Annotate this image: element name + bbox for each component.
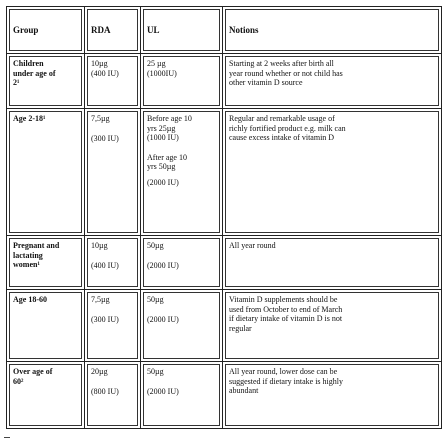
cell-ul: 50µg (2000 IU)	[141, 290, 223, 362]
cell-ul: 25 µg (1000IU)	[141, 54, 223, 109]
cell-group: Children under age of 2¹	[7, 54, 85, 109]
cell-ul: Before age 10 yrs 25µg (1000 IU) After age 10 yrs 50µg (2000 IU)	[141, 109, 223, 236]
header-notions: Notions	[223, 7, 442, 54]
cell-notes: All year round, lower dose can be suggested if dietary intake is highly abundant	[223, 362, 442, 429]
cell-group: Age 18-60	[7, 290, 85, 362]
page-edge-mark	[4, 437, 10, 438]
cell-ul: 50µg (2000 IU)	[141, 236, 223, 290]
header-group: Group	[7, 7, 85, 54]
cell-notes: All year round	[223, 236, 442, 290]
vitamin-d-table	[6, 6, 442, 429]
cell-notes: Regular and remarkable usage of richly fortified product e.g. milk can cause excess intake of vitamin D	[223, 109, 442, 236]
cell-rda: 7,5µg (300 IU)	[85, 109, 141, 236]
cell-rda: 10µg (400 IU)	[85, 54, 141, 109]
header-ul: UL	[141, 7, 223, 54]
table-row	[7, 362, 442, 429]
cell-group: Pregnant and lactating women¹	[7, 236, 85, 290]
cell-group: Age 2-18¹	[7, 109, 85, 236]
header-rda: RDA	[85, 7, 141, 54]
cell-group: Over age of 60²	[7, 362, 85, 429]
table-row	[7, 290, 442, 362]
table-row	[7, 109, 442, 236]
table-header-row	[7, 7, 442, 54]
cell-notes: Starting at 2 weeks after birth all year round whether or not child has other vitamin D source	[223, 54, 442, 109]
table-row	[7, 236, 442, 290]
table-row	[7, 54, 442, 109]
cell-ul: 50µg (2000 IU)	[141, 362, 223, 429]
cell-rda: 10µg (400 IU)	[85, 236, 141, 290]
cell-notes: Vitamin D supplements should be used from October to end of March if dietary intake of vitamin D is not regular	[223, 290, 442, 362]
cell-rda: 7,5µg (300 IU)	[85, 290, 141, 362]
cell-rda: 20µg (800 IU)	[85, 362, 141, 429]
